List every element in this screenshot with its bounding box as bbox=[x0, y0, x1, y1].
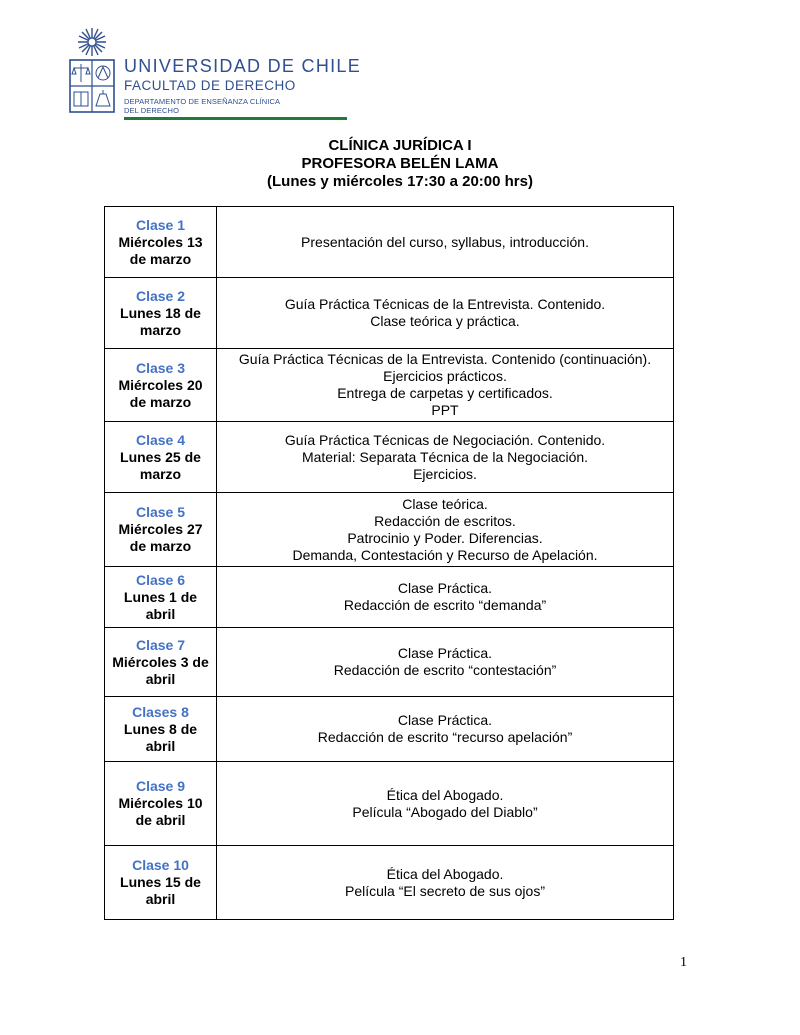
session-date: Miércoles 10 bbox=[118, 795, 203, 811]
session-date: de marzo bbox=[129, 538, 192, 554]
session-date: de marzo bbox=[129, 393, 192, 410]
content-line: Guía Práctica Técnicas de Negociación. Contenido. bbox=[284, 431, 606, 448]
content-line: Demanda, Contestación y Recurso de Apelación. bbox=[292, 546, 598, 563]
session-date: de abril bbox=[135, 812, 186, 828]
session-cell bbox=[105, 278, 217, 349]
schedule-row bbox=[105, 278, 674, 349]
content-line: Guía Práctica Técnicas de la Entrevista. Contenido. bbox=[284, 296, 606, 312]
faculty-name: FACULTAD DE DERECHO bbox=[124, 78, 296, 93]
session-date: Miércoles 13 bbox=[118, 233, 203, 250]
session-date: Lunes 15 de bbox=[120, 874, 201, 890]
content-line: Ejercicios. bbox=[413, 465, 477, 482]
session-content bbox=[217, 207, 674, 278]
session-label: Clase 9 bbox=[135, 778, 186, 794]
schedule-row bbox=[105, 493, 674, 567]
session-cell bbox=[105, 697, 217, 762]
content-line: Clase Práctica. bbox=[397, 712, 493, 728]
schedule-row bbox=[105, 846, 674, 920]
content-line: Patrocinio y Poder. Diferencias. bbox=[347, 529, 543, 546]
session-label: Clase 1 bbox=[135, 216, 186, 233]
content-line: Clase teórica. bbox=[402, 495, 488, 512]
content-line: Ética del Abogado. bbox=[386, 865, 504, 882]
session-date: Miércoles 20 bbox=[118, 376, 203, 393]
session-date: abril bbox=[145, 670, 176, 687]
schedule-row bbox=[105, 697, 674, 762]
content-line: Ejercicios prácticos. bbox=[383, 368, 507, 384]
session-label: Clase 3 bbox=[135, 359, 186, 376]
session-content bbox=[217, 422, 674, 493]
department-line-1: DEPARTAMENTO DE ENSEÑANZA CLÍNICA bbox=[124, 97, 281, 106]
letterhead bbox=[68, 26, 362, 118]
schedule-row bbox=[105, 628, 674, 697]
session-date: marzo bbox=[139, 465, 182, 482]
session-date: Miércoles 3 de bbox=[112, 653, 209, 670]
content-line: Guía Práctica Técnicas de la Entrevista. Contenido (continuación). bbox=[238, 351, 652, 367]
department-line-2: DEL DERECHO bbox=[124, 106, 179, 115]
university-crest-icon bbox=[68, 26, 116, 116]
session-label: Clase 4 bbox=[135, 431, 186, 448]
content-line: Presentación del curso, syllabus, introducción. bbox=[301, 233, 589, 250]
session-cell bbox=[105, 846, 217, 920]
session-label: Clase 2 bbox=[135, 287, 186, 304]
session-label: Clases 8 bbox=[132, 703, 189, 720]
session-date: Lunes 25 de bbox=[120, 448, 201, 465]
session-date: Lunes 8 de bbox=[123, 720, 198, 737]
content-line: Entrega de carpetas y certificados. bbox=[337, 385, 553, 401]
schedule-row bbox=[105, 422, 674, 493]
class-schedule-table bbox=[104, 206, 674, 920]
session-cell bbox=[105, 207, 217, 278]
session-cell bbox=[105, 628, 217, 697]
content-line: PPT bbox=[431, 402, 459, 418]
header-divider bbox=[124, 117, 347, 120]
document-title bbox=[0, 137, 800, 191]
session-date: Lunes 18 de bbox=[120, 304, 201, 321]
department-name bbox=[124, 97, 280, 115]
content-line: Material: Separata Técnica de la Negociación. bbox=[301, 448, 589, 465]
session-date: Miércoles 27 bbox=[118, 521, 203, 537]
session-cell bbox=[105, 493, 217, 567]
session-label: Clase 5 bbox=[135, 504, 186, 520]
content-line: Ética del Abogado. bbox=[386, 786, 504, 803]
content-line: Redacción de escrito “contestación” bbox=[333, 662, 557, 678]
schedule-row bbox=[105, 567, 674, 628]
session-content bbox=[217, 628, 674, 697]
session-content bbox=[217, 567, 674, 628]
course-title: CLÍNICA JURÍDICA I bbox=[328, 137, 472, 154]
session-date: abril bbox=[145, 605, 176, 622]
session-cell bbox=[105, 567, 217, 628]
schedule-row bbox=[105, 207, 674, 278]
session-label: Clase 10 bbox=[132, 857, 189, 873]
session-content bbox=[217, 349, 674, 422]
session-date: Lunes 1 de bbox=[123, 588, 198, 605]
content-line: Redacción de escrito “demanda” bbox=[343, 597, 547, 613]
session-content bbox=[217, 493, 674, 567]
session-label: Clase 7 bbox=[135, 636, 186, 653]
session-content bbox=[217, 697, 674, 762]
session-label: Clase 6 bbox=[135, 571, 186, 588]
schedule-row bbox=[105, 762, 674, 846]
session-content bbox=[217, 762, 674, 846]
session-content bbox=[217, 846, 674, 920]
content-line: Redacción de escritos. bbox=[374, 512, 516, 529]
content-line: Clase Práctica. bbox=[397, 580, 493, 596]
content-line: Redacción de escrito “recurso apelación” bbox=[317, 729, 573, 745]
content-line: Película “El secreto de sus ojos” bbox=[345, 882, 545, 899]
session-cell bbox=[105, 349, 217, 422]
page-number: 1 bbox=[680, 955, 687, 970]
session-date: abril bbox=[145, 891, 176, 907]
content-line: Clase teórica y práctica. bbox=[370, 313, 520, 329]
schedule-hours: (Lunes y miércoles 17:30 a 20:00 hrs) bbox=[267, 173, 533, 190]
professor-name: PROFESORA BELÉN LAMA bbox=[301, 155, 499, 172]
session-cell bbox=[105, 422, 217, 493]
session-date: de marzo bbox=[129, 250, 192, 267]
schedule-row bbox=[105, 349, 674, 422]
session-date: marzo bbox=[139, 321, 182, 338]
session-content bbox=[217, 278, 674, 349]
session-cell bbox=[105, 762, 217, 846]
university-name: UNIVERSIDAD DE CHILE bbox=[124, 56, 362, 76]
session-date: abril bbox=[145, 737, 176, 754]
content-line: Clase Práctica. bbox=[397, 645, 493, 661]
content-line: Película “Abogado del Diablo” bbox=[352, 803, 538, 820]
